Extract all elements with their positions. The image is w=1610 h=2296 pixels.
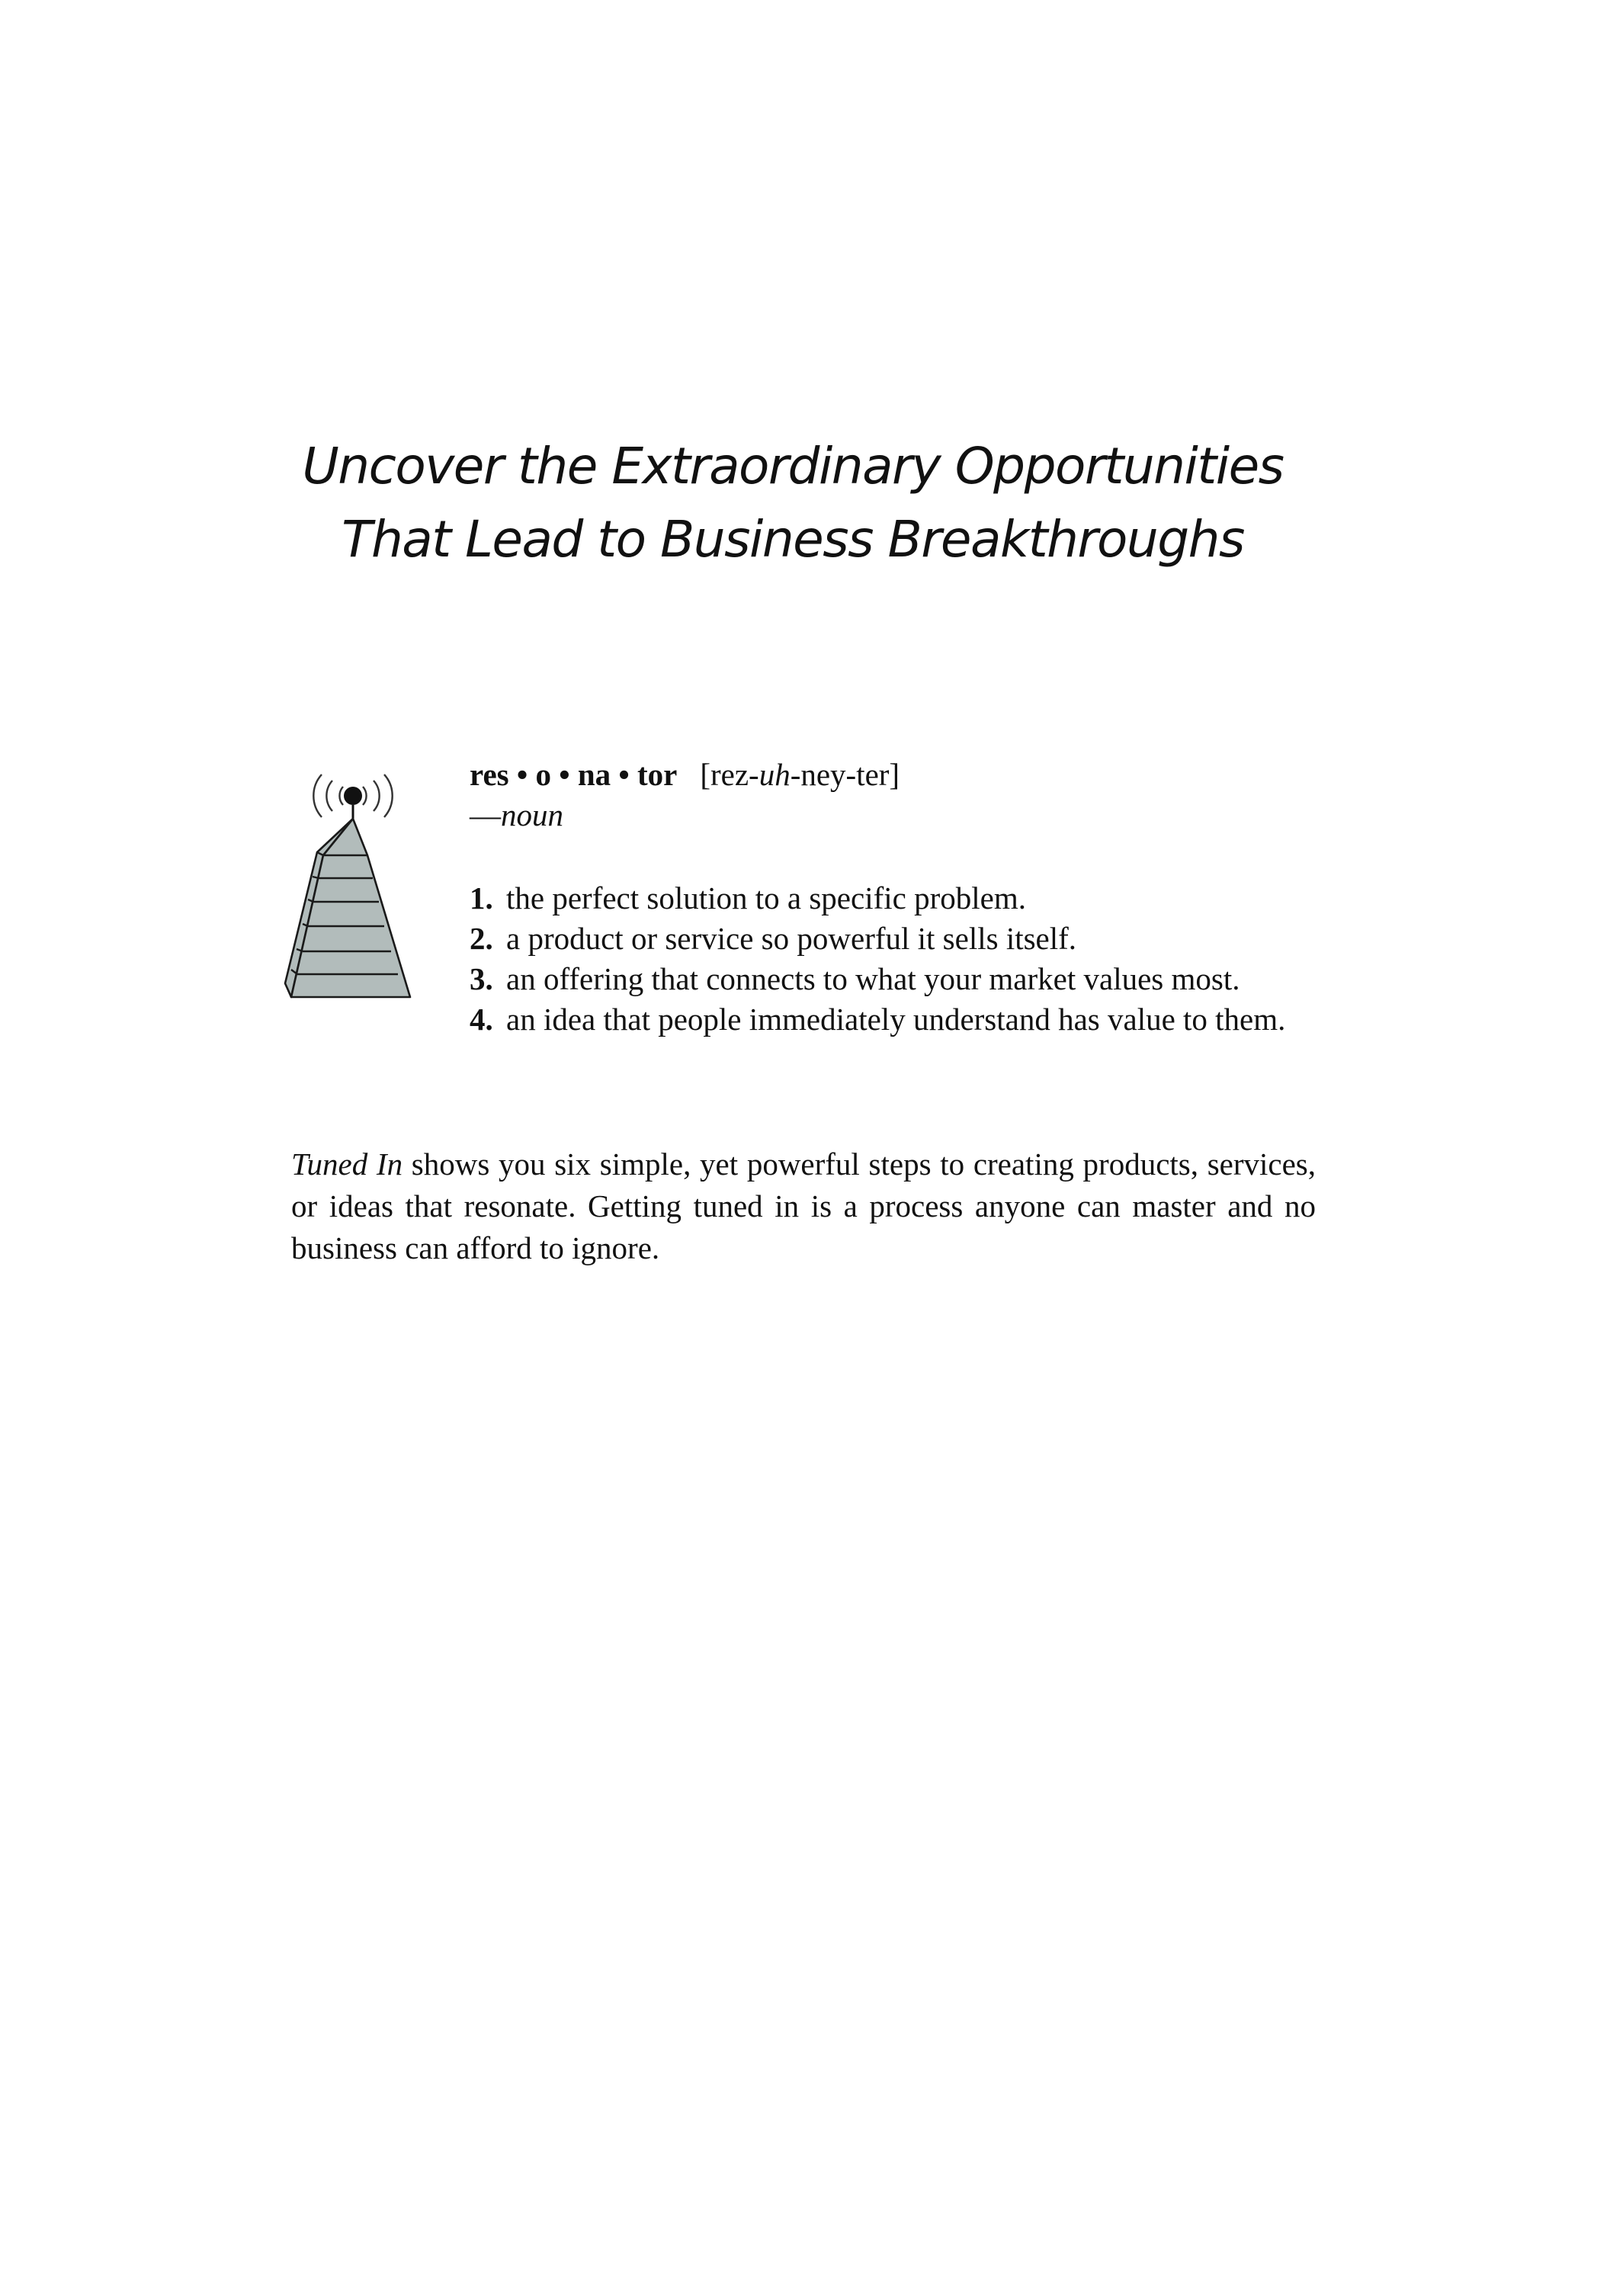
sense-item [470,878,1316,919]
pronunciation-part-2: uh [758,757,791,792]
sense-number: 3. [470,961,493,996]
headline [252,430,1334,576]
sense-item [470,999,1316,1040]
headword: res • o • na • tor [470,757,678,792]
radio-tower-icon [284,762,425,1014]
sense-text: a product or service so powerful it sells itself. [506,921,1077,956]
blurb-paragraph [291,1143,1316,1269]
blurb-body: shows you six simple, yet powerful steps to creating products, services, or ideas that resonate. Getting tuned in is a process anyone can master and no business can afford to ignore. [291,1146,1316,1265]
dictionary-entry [470,755,1316,1040]
pos-dash: — [470,797,501,832]
sense-number: 4. [470,1002,493,1037]
pronunciation [700,757,900,792]
sense-list [470,878,1316,1040]
sense-item [470,959,1316,999]
sense-text: the perfect solution to a specific problem. [506,880,1026,916]
sense-item [470,919,1316,959]
part-of-speech: noun [501,797,563,832]
sense-number: 2. [470,921,493,956]
headline-line-2: That Lead to Business Breakthroughs [342,510,1244,569]
sense-text: an idea that people immediately understand has value to them. [506,1002,1286,1037]
headword-line [470,755,1316,795]
sense-text: an offering that connects to what your market values most. [506,961,1240,996]
part-of-speech-line [470,795,1316,835]
pronunciation-part-1: [rez- [700,757,759,792]
pronunciation-part-3: -ney-ter] [790,757,900,792]
headline-line-1: Uncover the Extraordinary Opportunities [302,437,1284,496]
book-title: Tuned In [291,1146,403,1182]
sense-number: 1. [470,880,493,916]
